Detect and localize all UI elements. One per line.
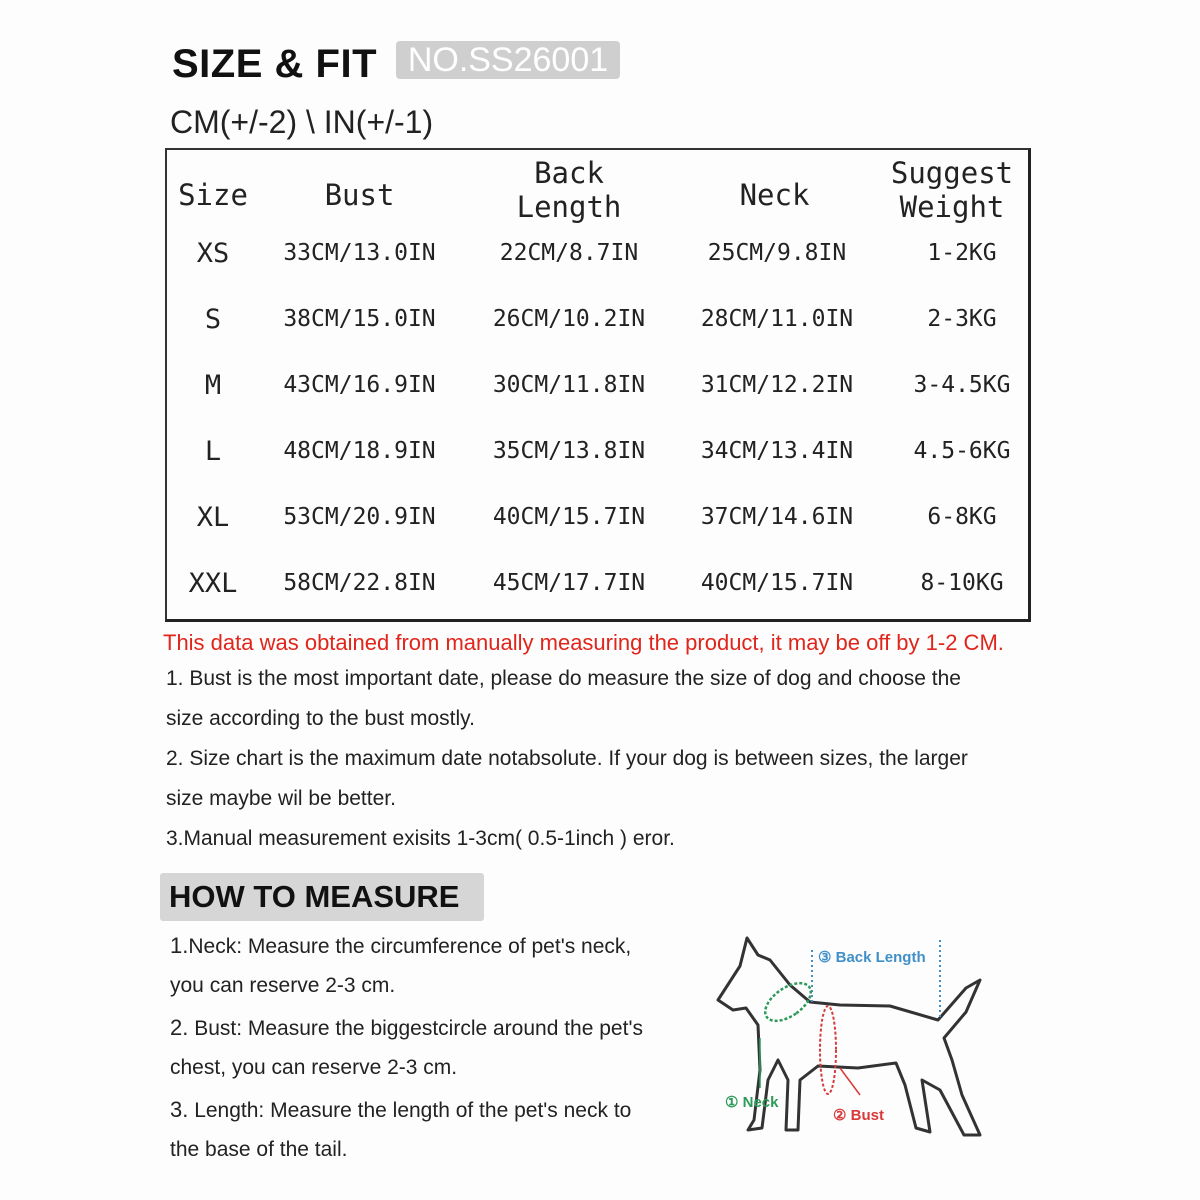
measure-length-text: Length: Measure the length of the pet's neck to [188,1099,632,1122]
cell-neck: 25CM/9.8IN [707,240,847,266]
dog-measurement-diagram [700,930,1000,1150]
note-2-line2: size maybe wil be better. [166,787,396,810]
header-weight-line1: Suggest [890,156,1014,190]
measure-neck-line2: you can reserve 2-3 cm. [170,974,396,997]
measurement-tolerance: CM(+/-2) \ IN(+/-1) [170,104,434,140]
measure-length-line1 [170,1097,631,1123]
bust-label: ② Bust [833,1107,884,1124]
cell-bust: 33CM/13.0IN [283,240,436,266]
back-length-label: ③ Back Length [818,949,926,966]
cell-neck: 37CM/14.6IN [700,504,854,530]
cell-neck: 31CM/12.2IN [700,372,854,398]
cell-weight: 2-3KG [927,306,997,332]
note-1-line1: 1. Bust is the most important date, please do measure the size of dog and choose the [166,667,961,690]
measure-length-number: 3. [170,1097,189,1122]
header-back-length [484,156,654,224]
header-bust: Bust [324,178,395,212]
cell-weight: 3-4.5KG [913,372,1011,398]
measure-neck-text: Neck: Measure the circumference of pet's neck, [188,935,632,958]
header-back-length-line1: Back [534,156,604,190]
measure-neck-line1 [170,933,631,959]
cell-size: S [204,304,222,335]
measure-length-line2: the base of the tail. [170,1138,348,1161]
measure-bust-text: Bust: Measure the biggestcircle around the pet's [188,1017,643,1040]
cell-size: XS [196,238,230,269]
header-weight-line2: Weight [899,190,1005,224]
cell-back-length: 45CM/17.7IN [492,570,646,596]
cell-weight: 6-8KG [927,504,997,530]
note-1-line2: size according to the bust mostly. [166,707,475,730]
measure-neck-number: 1. [170,933,189,958]
product-code-badge: NO.SS26001 [396,41,620,79]
cell-weight: 1-2KG [927,240,997,266]
cell-bust: 53CM/20.9IN [283,504,436,530]
cell-weight: 8-10KG [920,570,1004,596]
cell-back-length: 30CM/11.8IN [492,372,646,398]
how-to-measure-heading: HOW TO MEASURE [160,873,484,921]
cell-back-length: 35CM/13.8IN [492,438,646,464]
cell-size: XL [196,502,230,533]
cell-back-length: 40CM/15.7IN [492,504,646,530]
page-title: SIZE & FIT [172,42,377,86]
note-2-line1: 2. Size chart is the maximum date notabsolute. If your dog is between sizes, the larger [166,747,968,770]
measure-bust-number: 2. [170,1015,189,1040]
cell-bust: 43CM/16.9IN [283,372,436,398]
cell-bust: 48CM/18.9IN [283,438,436,464]
bust-pointer [840,1068,860,1095]
cell-back-length: 26CM/10.2IN [492,306,646,332]
header-size: Size [178,178,248,212]
size-chart-table [165,148,1031,622]
cell-size: L [204,436,222,467]
cell-neck: 28CM/11.0IN [700,306,854,332]
cell-weight: 4.5-6KG [913,438,1011,464]
cell-neck: 40CM/15.7IN [700,570,854,596]
cell-size: M [204,370,222,401]
cell-size: XXL [188,568,238,599]
neck-label: ① Neck [725,1094,779,1111]
measurement-disclaimer: This data was obtained from manually measuring the product, it may be off by 1-2 CM. [163,630,1004,655]
header-back-length-line2: Length [516,190,622,224]
cell-bust: 58CM/22.8IN [283,570,436,596]
cell-neck: 34CM/13.4IN [700,438,854,464]
header-suggest-weight [862,156,1042,224]
cell-back-length: 22CM/8.7IN [499,240,639,266]
measure-bust-line2: chest, you can reserve 2-3 cm. [170,1056,458,1079]
measure-bust-line1 [170,1015,643,1041]
note-3: 3.Manual measurement exisits 1-3cm( 0.5-1inch ) eror. [166,827,675,850]
bust-ring [820,1006,836,1094]
header-neck: Neck [739,178,810,212]
cell-bust: 38CM/15.0IN [283,306,436,332]
